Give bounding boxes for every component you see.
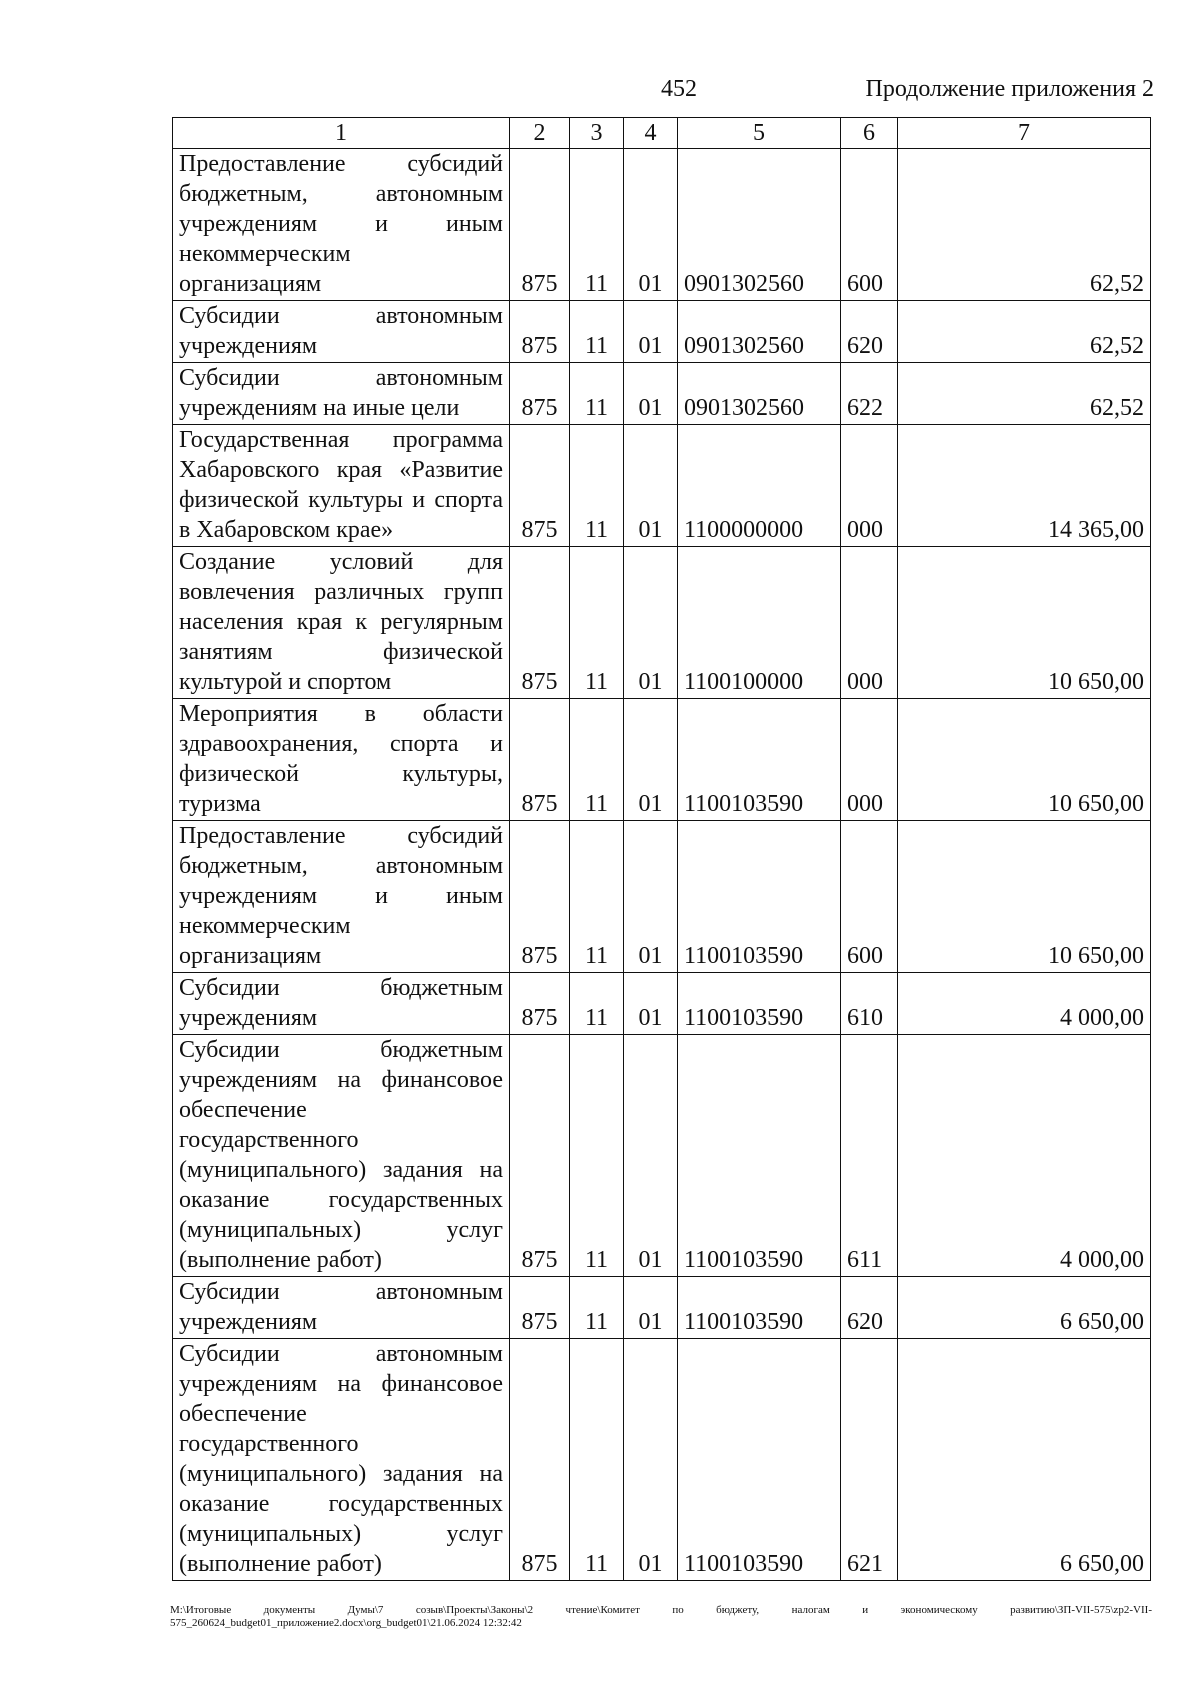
row-name-cell bbox=[173, 973, 510, 1035]
row-name-cell bbox=[173, 1277, 510, 1339]
section-code-cell: 11 bbox=[570, 1277, 624, 1339]
target-article-cell: 1100103590 bbox=[678, 1035, 841, 1277]
expense-type-cell: 600 bbox=[841, 821, 898, 973]
row-name-line: Субсидии автономным bbox=[179, 365, 503, 391]
row-name-cell bbox=[173, 821, 510, 973]
table-row bbox=[173, 973, 1151, 1035]
row-name-cell bbox=[173, 425, 510, 547]
ministry-code-cell: 875 bbox=[510, 1277, 570, 1339]
row-name-line: Субсидии автономным bbox=[179, 303, 503, 329]
row-name-line: Субсидии автономным bbox=[179, 1279, 503, 1305]
row-name-line: физической культуры, bbox=[179, 761, 503, 787]
row-name-line: обеспечение bbox=[179, 1401, 307, 1427]
budget-table bbox=[172, 117, 1151, 1581]
continuation-title: Продолжение приложения 2 bbox=[865, 76, 1154, 102]
row-name-line: (муниципальных) услуг bbox=[179, 1521, 503, 1547]
row-name-line: (муниципального) задания на bbox=[179, 1157, 503, 1183]
row-name-line: организациям bbox=[179, 943, 322, 969]
table-row bbox=[173, 547, 1151, 699]
section-code-cell: 11 bbox=[570, 301, 624, 363]
subsection-code-cell: 01 bbox=[624, 699, 678, 821]
ministry-code-cell: 875 bbox=[510, 821, 570, 973]
amount-cell: 62,52 bbox=[898, 363, 1151, 425]
expense-type-cell: 620 bbox=[841, 301, 898, 363]
amount-cell: 14 365,00 bbox=[898, 425, 1151, 547]
column-header-2: 2 bbox=[510, 118, 570, 149]
row-name-line: учреждениям bbox=[179, 1309, 318, 1335]
ministry-code-cell: 875 bbox=[510, 973, 570, 1035]
amount-cell: 4 000,00 bbox=[898, 973, 1151, 1035]
column-header-3: 3 bbox=[570, 118, 624, 149]
row-name-line: учреждениям и иным bbox=[179, 211, 503, 237]
section-code-cell: 11 bbox=[570, 363, 624, 425]
amount-cell: 6 650,00 bbox=[898, 1339, 1151, 1581]
row-name-line: организациям bbox=[179, 271, 322, 297]
table-row bbox=[173, 821, 1151, 973]
row-name-line: в Хабаровском крае» bbox=[179, 517, 394, 543]
subsection-code-cell: 01 bbox=[624, 1035, 678, 1277]
row-name-line: учреждениям на финансовое bbox=[179, 1371, 503, 1397]
row-name-line: бюджетным, автономным bbox=[179, 181, 503, 207]
subsection-code-cell: 01 bbox=[624, 1339, 678, 1581]
row-name-cell bbox=[173, 1339, 510, 1581]
column-header-7: 7 bbox=[898, 118, 1151, 149]
row-name-line: оказание государственных bbox=[179, 1187, 503, 1213]
row-name-line: вовлечения различных групп bbox=[179, 579, 503, 605]
expense-type-cell: 611 bbox=[841, 1035, 898, 1277]
table-header-row bbox=[173, 118, 1151, 149]
section-code-cell: 11 bbox=[570, 149, 624, 301]
ministry-code-cell: 875 bbox=[510, 699, 570, 821]
section-code-cell: 11 bbox=[570, 821, 624, 973]
row-name-line: учреждениям bbox=[179, 333, 318, 359]
amount-cell: 4 000,00 bbox=[898, 1035, 1151, 1277]
table-row bbox=[173, 149, 1151, 301]
ministry-code-cell: 875 bbox=[510, 547, 570, 699]
row-name-cell bbox=[173, 301, 510, 363]
row-name-line: Субсидии автономным bbox=[179, 1341, 503, 1367]
ministry-code-cell: 875 bbox=[510, 1339, 570, 1581]
row-name-line: учреждениям на иные цели bbox=[179, 395, 460, 421]
expense-type-cell: 600 bbox=[841, 149, 898, 301]
row-name-line: учреждениям bbox=[179, 1005, 318, 1031]
table-row bbox=[173, 1277, 1151, 1339]
row-name-line: учреждениям на финансовое bbox=[179, 1067, 503, 1093]
expense-type-cell: 620 bbox=[841, 1277, 898, 1339]
table-body bbox=[173, 149, 1151, 1581]
row-name-cell bbox=[173, 149, 510, 301]
row-name-line: обеспечение bbox=[179, 1097, 307, 1123]
row-name-line: оказание государственных bbox=[179, 1491, 503, 1517]
row-name-line: здравоохранения, спорта и bbox=[179, 731, 503, 757]
amount-cell: 62,52 bbox=[898, 149, 1151, 301]
expense-type-cell: 621 bbox=[841, 1339, 898, 1581]
row-name-line: Предоставление субсидий bbox=[179, 151, 503, 177]
row-name-cell bbox=[173, 1035, 510, 1277]
table-row bbox=[173, 363, 1151, 425]
row-name-line: Государственная программа bbox=[179, 427, 503, 453]
section-code-cell: 11 bbox=[570, 973, 624, 1035]
target-article-cell: 1100000000 bbox=[678, 425, 841, 547]
amount-cell: 10 650,00 bbox=[898, 547, 1151, 699]
expense-type-cell: 000 bbox=[841, 547, 898, 699]
ministry-code-cell: 875 bbox=[510, 301, 570, 363]
section-code-cell: 11 bbox=[570, 1339, 624, 1581]
target-article-cell: 1100103590 bbox=[678, 821, 841, 973]
row-name-line: туризма bbox=[179, 791, 261, 817]
column-header-6: 6 bbox=[841, 118, 898, 149]
row-name-line: (муниципальных) услуг bbox=[179, 1217, 503, 1243]
amount-cell: 62,52 bbox=[898, 301, 1151, 363]
section-code-cell: 11 bbox=[570, 699, 624, 821]
ministry-code-cell: 875 bbox=[510, 149, 570, 301]
subsection-code-cell: 01 bbox=[624, 425, 678, 547]
table-row bbox=[173, 1339, 1151, 1581]
subsection-code-cell: 01 bbox=[624, 973, 678, 1035]
column-header-1: 1 bbox=[173, 118, 510, 149]
target-article-cell: 1100103590 bbox=[678, 1277, 841, 1339]
target-article-cell: 0901302560 bbox=[678, 301, 841, 363]
table-row bbox=[173, 301, 1151, 363]
row-name-line: Предоставление субсидий bbox=[179, 823, 503, 849]
row-name-line: населения края к регулярным bbox=[179, 609, 503, 635]
target-article-cell: 1100103590 bbox=[678, 699, 841, 821]
ministry-code-cell: 875 bbox=[510, 363, 570, 425]
subsection-code-cell: 01 bbox=[624, 821, 678, 973]
table-row bbox=[173, 699, 1151, 821]
subsection-code-cell: 01 bbox=[624, 547, 678, 699]
subsection-code-cell: 01 bbox=[624, 1277, 678, 1339]
row-name-line: государственного bbox=[179, 1127, 359, 1153]
target-article-cell: 0901302560 bbox=[678, 363, 841, 425]
section-code-cell: 11 bbox=[570, 425, 624, 547]
expense-type-cell: 000 bbox=[841, 425, 898, 547]
row-name-cell bbox=[173, 699, 510, 821]
row-name-line: некоммерческим bbox=[179, 913, 351, 939]
row-name-line: культурой и спортом bbox=[179, 669, 392, 695]
row-name-line: (муниципального) задания на bbox=[179, 1461, 503, 1487]
amount-cell: 10 650,00 bbox=[898, 821, 1151, 973]
file-path-footer: М:\Итоговые документы Думы\7 созыв\Проекты\Законы\2 чтение\Комитет по бюджету, налогам и экономическому развитию\ЗП-VII-575\zp2-VII-575_260624_budget01_приложение2.docx\org_budget01\21.06.2024 12:32:42 bbox=[170, 1604, 1152, 1629]
ministry-code-cell: 875 bbox=[510, 425, 570, 547]
row-name-line: государственного bbox=[179, 1431, 359, 1457]
table-row bbox=[173, 1035, 1151, 1277]
target-article-cell: 1100103590 bbox=[678, 973, 841, 1035]
row-name-line: некоммерческим bbox=[179, 241, 351, 267]
subsection-code-cell: 01 bbox=[624, 149, 678, 301]
row-name-line: занятиям физической bbox=[179, 639, 503, 665]
expense-type-cell: 610 bbox=[841, 973, 898, 1035]
row-name-line: Хабаровского края «Развитие bbox=[179, 457, 503, 483]
row-name-line: Субсидии бюджетным bbox=[179, 1037, 503, 1063]
row-name-line: Субсидии бюджетным bbox=[179, 975, 503, 1001]
subsection-code-cell: 01 bbox=[624, 301, 678, 363]
table-row bbox=[173, 425, 1151, 547]
subsection-code-cell: 01 bbox=[624, 363, 678, 425]
row-name-line: учреждениям и иным bbox=[179, 883, 503, 909]
row-name-line: физической культуры и спорта bbox=[179, 487, 503, 513]
column-header-5: 5 bbox=[678, 118, 841, 149]
row-name-line: Мероприятия в области bbox=[179, 701, 503, 727]
row-name-cell bbox=[173, 363, 510, 425]
column-header-4: 4 bbox=[624, 118, 678, 149]
ministry-code-cell: 875 bbox=[510, 1035, 570, 1277]
row-name-line: Создание условий для bbox=[179, 549, 503, 575]
target-article-cell: 1100103590 bbox=[678, 1339, 841, 1581]
target-article-cell: 1100100000 bbox=[678, 547, 841, 699]
row-name-cell bbox=[173, 547, 510, 699]
target-article-cell: 0901302560 bbox=[678, 149, 841, 301]
amount-cell: 10 650,00 bbox=[898, 699, 1151, 821]
expense-type-cell: 622 bbox=[841, 363, 898, 425]
row-name-line: (выполнение работ) bbox=[179, 1551, 382, 1577]
page-number: 452 bbox=[661, 76, 697, 102]
section-code-cell: 11 bbox=[570, 1035, 624, 1277]
section-code-cell: 11 bbox=[570, 547, 624, 699]
row-name-line: бюджетным, автономным bbox=[179, 853, 503, 879]
row-name-line: (выполнение работ) bbox=[179, 1247, 382, 1273]
expense-type-cell: 000 bbox=[841, 699, 898, 821]
amount-cell: 6 650,00 bbox=[898, 1277, 1151, 1339]
